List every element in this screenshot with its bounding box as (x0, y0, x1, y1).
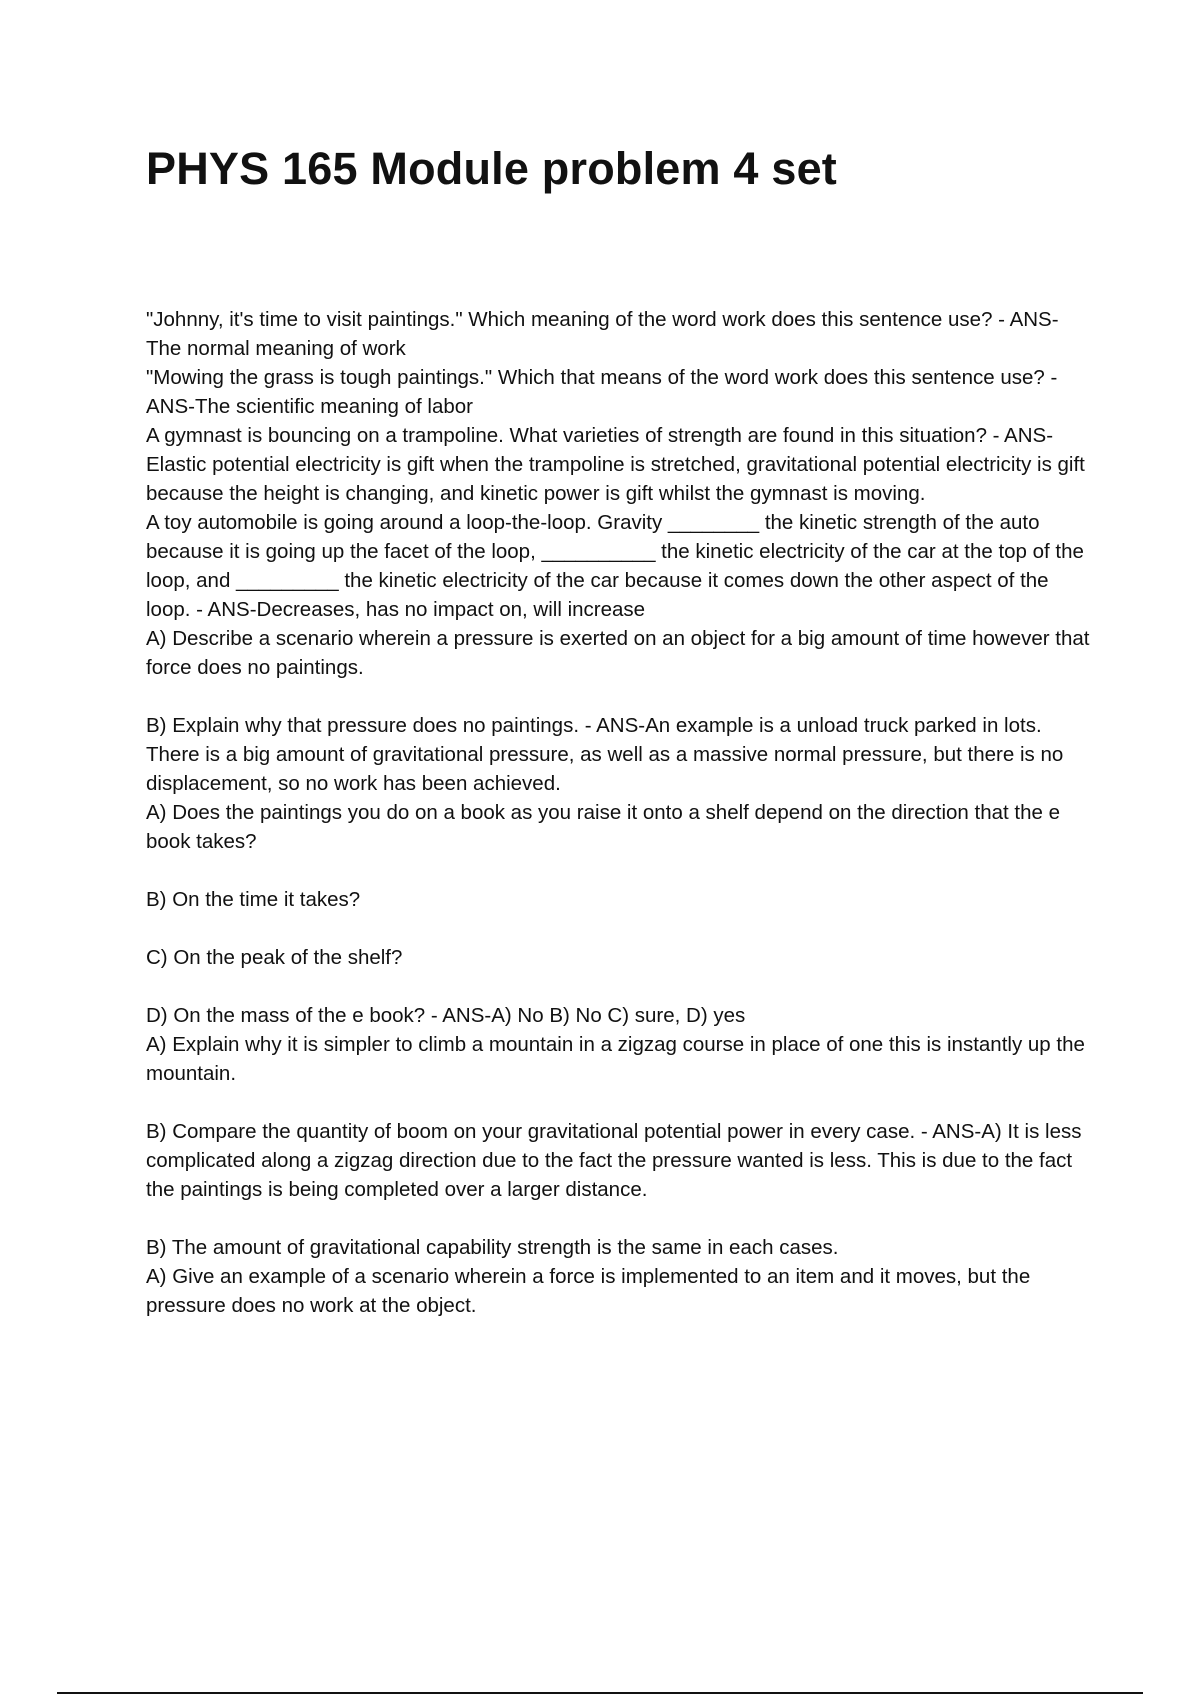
document-title: PHYS 165 Module problem 4 set (146, 143, 837, 194)
qa-force-no-work-b: B) Explain why that pressure does no paintings. - ANS-An example is a unload truck parked in lots. There is a big amount of gravitational pressure, as well as a massive normal pressure, but there is no displacement, so no work has been achieved. (146, 714, 1064, 795)
qa-gymnast-trampoline: A gymnast is bouncing on a trampoline. What varieties of strength are found in this situation? - ANS-Elastic potential electricity is gift when the trampoline is stretched, gravitational potential electricity is gift because the height is changing, and kinetic power is gift whilst the gymnast is moving. (146, 424, 1085, 505)
answer-zigzag-b: B) The amount of gravitational capability strength is the same in each cases. (146, 1236, 839, 1259)
page-bottom-divider (57, 1692, 1143, 1694)
question-force-moves-no-work: A) Give an example of a scenario wherein a force is implemented to an item and it moves, but the pressure does no work at the object. (146, 1265, 1031, 1317)
qa-mowing-grass: "Mowing the grass is tough paintings." Which that means of the word work does this sentence use? - ANS-The scientific meaning of labor (146, 366, 1058, 418)
question-book-shelf-a: A) Does the paintings you do on a book as you raise it onto a shelf depend on the direction that the e book takes? (146, 801, 1061, 853)
qa-zigzag-b: B) Compare the quantity of boom on your gravitational potential power in every case. - ANS-A) It is less complicated along a zigzag direction due to the fact the pressure wanted is less. This is due to the fact the paintings is being completed over a larger distance. (146, 1120, 1082, 1201)
qa-toy-car-loop: A toy automobile is going around a loop-the-loop. Gravity ________ the kinetic strength of the auto because it is going up the facet of the loop, __________ the kinetic electricity of the car at the top of the loop, and _________ the kinetic electricity of the car because it comes down the other aspect of the loop. - ANS-Decreases, has no impact on, will increase (146, 511, 1084, 621)
document-body (146, 305, 1091, 1320)
question-book-shelf-c: C) On the peak of the shelf? (146, 946, 403, 969)
question-zigzag-a: A) Explain why it is simpler to climb a mountain in a zigzag course in place of one this is instantly up the mountain. (146, 1033, 1085, 1085)
qa-book-shelf-d: D) On the mass of the e book? - ANS-A) No B) No C) sure, D) yes (146, 1004, 746, 1027)
question-book-shelf-b: B) On the time it takes? (146, 888, 361, 911)
question-force-no-work-a: A) Describe a scenario wherein a pressure is exerted on an object for a big amount of time however that force does no paintings. (146, 627, 1090, 679)
qa-johnny-work: "Johnny, it's time to visit paintings." Which meaning of the word work does this sentence use? - ANS-The normal meaning of work (146, 308, 1059, 360)
